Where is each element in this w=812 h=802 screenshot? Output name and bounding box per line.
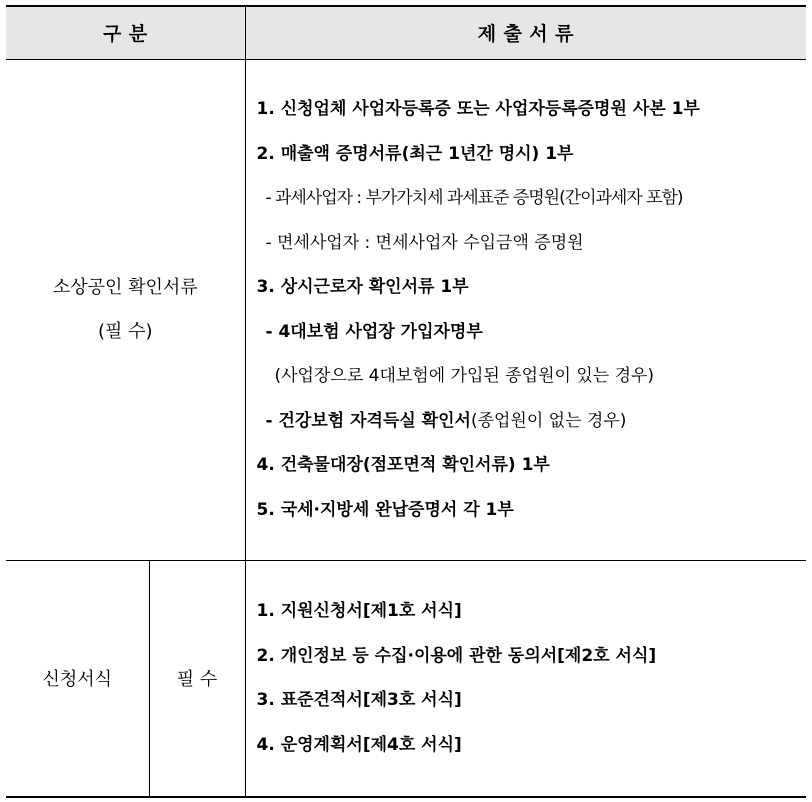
doc-subitem: - 4대보험 사업장 가입자명부	[265, 321, 483, 342]
doc-subitem	[257, 399, 807, 444]
application-forms-list-cell	[245, 560, 806, 797]
doc-item: 2. 매출액 증명서류(최근 1년간 명시) 1부	[256, 143, 574, 164]
doc-subitem-note: (종업원이 없는 경우)	[470, 410, 627, 431]
application-forms-category: 신청서식	[6, 560, 149, 797]
doc-item: 1. 신청업체 사업자등록증 또는 사업자등록증명원 사본 1부	[256, 99, 700, 119]
table-header-row	[6, 6, 806, 59]
header-category: 구 분	[6, 6, 245, 59]
form-item: 4. 운영계획서[제4호 서식]	[256, 734, 462, 755]
application-forms-subcategory: 필 수	[149, 560, 245, 797]
doc-subitem: - 면세사업자 : 면세사업자 수입금액 증명원	[265, 232, 584, 253]
header-documents: 제 출 서 류	[245, 6, 806, 59]
application-forms-row	[6, 560, 806, 797]
category-label: 소상공인 확인서류	[52, 276, 198, 298]
required-docs-row	[6, 59, 806, 560]
required-docs-category	[6, 59, 245, 560]
form-item: 3. 표준견적서[제3호 서식]	[256, 690, 462, 711]
required-docs-list	[257, 87, 807, 532]
form-item: 2. 개인정보 등 수집·이용에 관한 동의서[제2호 서식]	[256, 645, 657, 666]
doc-item: 4. 건축물대장(점포면적 확인서류) 1부	[256, 455, 550, 475]
doc-item: 5. 국세·지방세 완납증명서 각 1부	[256, 499, 514, 520]
doc-item: 3. 상시근로자 확인서류 1부	[256, 277, 469, 297]
doc-note: (사업장으로 4대보험에 가입된 종업원이 있는 경우)	[274, 366, 655, 386]
form-item: 1. 지원신청서[제1호 서식]	[256, 601, 462, 622]
category-sublabel: (필 수)	[97, 320, 153, 342]
doc-subitem: - 과세사업자 : 부가가치세 과세표준 증명원(간이과세자 포함)	[265, 188, 683, 208]
doc-subitem-label: - 건강보험 자격득실 확인서	[265, 410, 471, 431]
submission-documents-table	[6, 5, 806, 798]
required-docs-list-cell	[245, 59, 806, 560]
application-forms-list	[257, 589, 807, 767]
